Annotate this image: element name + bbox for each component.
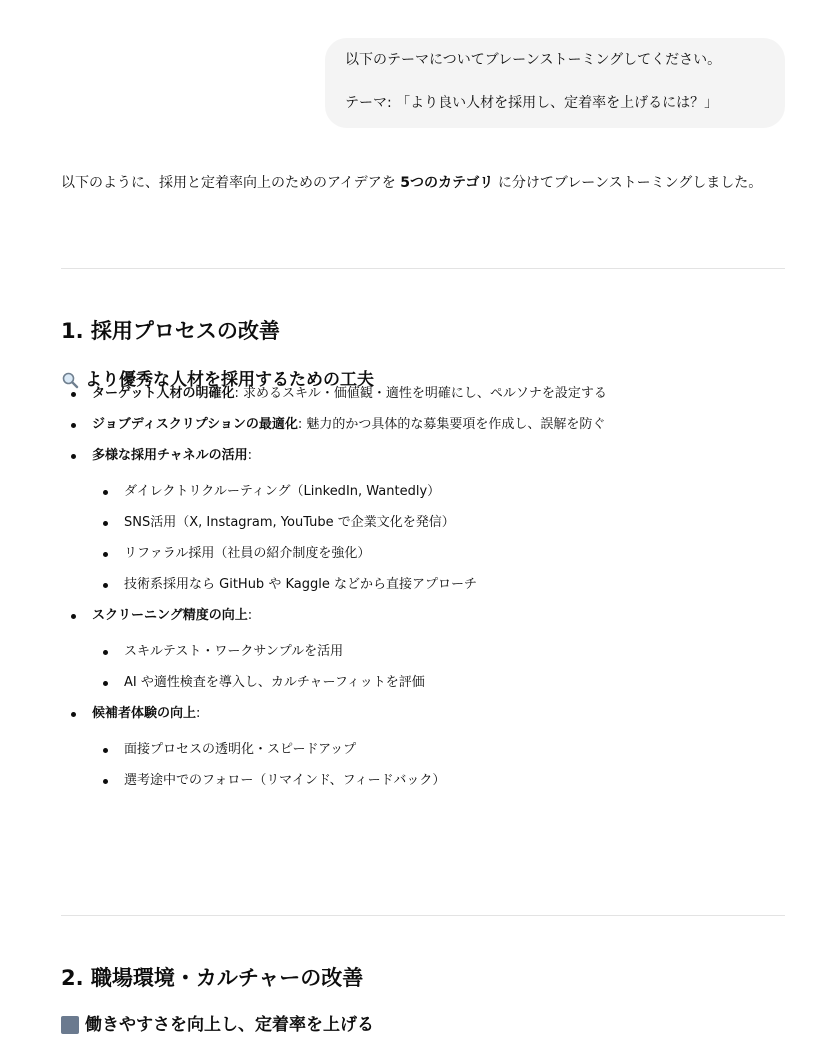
user-message-line-2: テーマ: 「より良い人材を採用し、定着率を上げるには？」: [345, 95, 719, 111]
list-item-channels: [61, 440, 791, 471]
section-2-subheading: [61, 1013, 374, 1037]
user-message-bubble: [325, 38, 785, 128]
list-item-text: : 魅力的かつ具体的な募集要項を作成し、誤解を防ぐ: [297, 417, 606, 432]
list-item-text: :: [247, 448, 253, 463]
section-2-heading: 2. 職場環境・カルチャーの改善: [61, 966, 364, 990]
list-item-job-description: [61, 409, 791, 440]
sub-list-item: スキルテスト・ワークサンプルを活用: [61, 636, 791, 667]
sub-list-item: AI や適性検査を導入し、カルチャーフィットを評価: [61, 667, 791, 698]
section-divider: [61, 915, 785, 916]
user-message-line-1: 以下のテーマについてブレーンストーミングしてください。: [345, 52, 722, 68]
list-item-title: 候補者体験の向上: [92, 706, 197, 721]
list-item-text: :: [196, 706, 201, 721]
list-item-title: スクリーニング精度の向上: [92, 608, 248, 623]
list-item-candidate-experience: [61, 698, 791, 729]
intro-bold-text: 5つのカテゴリ: [400, 175, 494, 191]
sub-list-item: 面接プロセスの透明化・スピードアップ: [61, 734, 791, 765]
section-2-subheading-text: 働きやすさを向上し、定着率を上げる: [85, 1015, 374, 1035]
list-item-target-persona: [61, 378, 791, 409]
list-item-screening: [61, 600, 791, 631]
section-1-list: [61, 378, 791, 796]
sub-list-item: SNS活用（X, Instagram, YouTube で企業文化を発信）: [61, 507, 791, 538]
sub-list-item: 選考途中でのフォロー（リマインド、フィードバック）: [61, 765, 791, 796]
list-item-title: ターゲット人材の明確化: [92, 386, 235, 401]
sub-list-item: 技術系採用なら GitHub や Kaggle などから直接アプローチ: [61, 569, 791, 600]
sub-list-item: リファラル採用（社員の紹介制度を強化）: [61, 538, 791, 569]
list-item-title: ジョブディスクリプションの最適化: [92, 417, 298, 432]
intro-text-end: に分けてブレーンストーミングしました。: [493, 175, 763, 191]
list-item-title: 多様な採用チャネルの活用: [92, 448, 248, 463]
section-1-heading: 1. 採用プロセスの改善: [61, 319, 280, 343]
section-1-subheading-text: より優秀な人材を採用するための工夫: [85, 370, 374, 390]
section-divider: [61, 268, 785, 269]
assistant-intro: [61, 170, 787, 197]
sub-list-item: ダイレクトリクルーティング（LinkedIn, Wantedly）: [61, 476, 791, 507]
list-item-text: :: [247, 608, 253, 623]
office-building-icon: [61, 1016, 79, 1034]
intro-text-start: 以下のように、採用と定着率向上のためのアイデアを: [61, 175, 401, 191]
list-item-text: : 求めるスキル・価値観・適性を明確にし、ペルソナを設定する: [234, 386, 607, 401]
